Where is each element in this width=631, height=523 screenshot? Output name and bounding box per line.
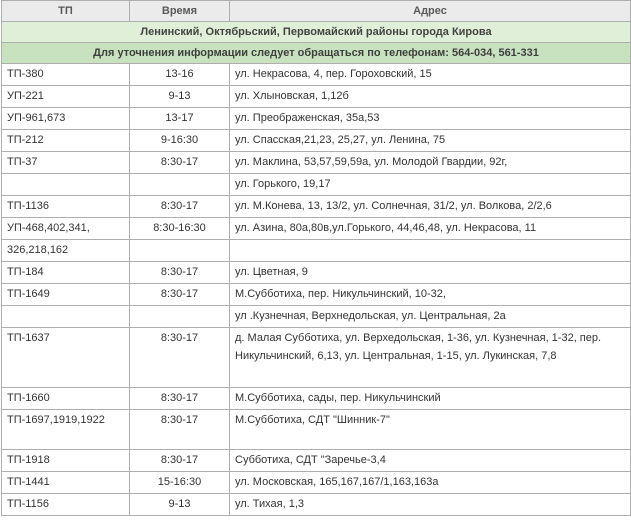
district-title: Ленинский, Октябрьский, Первомайский районы города Кирова [2, 22, 631, 43]
tp-cell: ТП-1660 [2, 388, 130, 410]
table-row [2, 450, 631, 472]
table-row [2, 328, 631, 388]
table-row [2, 388, 631, 410]
time-cell: 8:30-17 [130, 262, 230, 284]
table-row [2, 306, 631, 328]
time-cell: 8:30-17 [130, 196, 230, 218]
tp-cell: ТП-184 [2, 262, 130, 284]
table-row [2, 410, 631, 450]
address-cell: М.Субботиха, СДТ "Шинник-7" [230, 410, 631, 450]
tp-cell [2, 306, 130, 328]
time-cell: 8:30-17 [130, 152, 230, 174]
tp-cell: ТП-380 [2, 64, 130, 86]
address-cell [230, 240, 631, 262]
tp-cell: ТП-1156 [2, 494, 130, 516]
time-cell: 15-16:30 [130, 472, 230, 494]
address-cell: д. Малая Субботиха, ул. Верхедольская, 1-36, ул. Кузнечная, 1-32, пер. Никульчинский, 6,13, ул. Центральная, 1-15, ул. Лукинская, 7,8 [230, 328, 631, 388]
time-cell [130, 240, 230, 262]
header-row [2, 1, 631, 22]
time-cell: 8:30-17 [130, 388, 230, 410]
tp-cell: ТП-1441 [2, 472, 130, 494]
time-column-header: Время [130, 1, 230, 22]
table-row [2, 108, 631, 130]
table-row [2, 174, 631, 196]
time-cell [130, 174, 230, 196]
time-cell: 8:30-17 [130, 328, 230, 388]
address-cell: ул. Хлыновская, 1,12б [230, 86, 631, 108]
tp-cell: ТП-1649 [2, 284, 130, 306]
tp-cell: ТП-37 [2, 152, 130, 174]
district-row [2, 22, 631, 43]
tp-column-header: ТП [2, 1, 130, 22]
address-cell: М.Субботиха, сады, пер. Никульчинский [230, 388, 631, 410]
time-cell: 13-17 [130, 108, 230, 130]
address-column-header: Адрес [230, 1, 631, 22]
table-row [2, 152, 631, 174]
address-cell: ул. Некрасова, 4, пер. Гороховский, 15 [230, 64, 631, 86]
time-cell: 8:30-17 [130, 284, 230, 306]
time-cell: 8:30-17 [130, 450, 230, 472]
table-row [2, 64, 631, 86]
tp-cell: ТП-1637 [2, 328, 130, 388]
address-cell: ул. Спасская,21,23, 25,27, ул. Ленина, 75 [230, 130, 631, 152]
table-row [2, 472, 631, 494]
time-cell: 13-16 [130, 64, 230, 86]
tp-cell: 326,218,162 [2, 240, 130, 262]
time-cell: 9-16:30 [130, 130, 230, 152]
table-row [2, 130, 631, 152]
address-cell: ул. Маклина, 53,57,59,59а, ул. Молодой Гвардии, 92г, [230, 152, 631, 174]
address-cell: ул. М.Конева, 13, 13/2, ул. Солнечная, 31/2, ул. Волкова, 2/2,6 [230, 196, 631, 218]
table-row [2, 240, 631, 262]
table-row [2, 218, 631, 240]
address-cell: ул. Азина, 80а,80в,ул.Горького, 44,46,48, ул. Некрасова, 11 [230, 218, 631, 240]
tp-cell: УП-961,673 [2, 108, 130, 130]
notice-row [2, 43, 631, 64]
address-cell: Субботиха, СДТ "Заречье-3,4 [230, 450, 631, 472]
tp-cell: ТП-1136 [2, 196, 130, 218]
table-row [2, 86, 631, 108]
time-cell: 9-13 [130, 86, 230, 108]
tp-cell: ТП-1697,1919,1922 [2, 410, 130, 450]
address-cell: ул. Московская, 165,167,167/1,163,163а [230, 472, 631, 494]
tp-cell: ТП-212 [2, 130, 130, 152]
outage-schedule-table [1, 0, 631, 516]
address-cell: М.Субботиха, пер. Никульчинский, 10-32, [230, 284, 631, 306]
address-cell: ул. Горького, 19,17 [230, 174, 631, 196]
time-cell: 9-13 [130, 494, 230, 516]
tp-cell: УП-221 [2, 86, 130, 108]
table-row [2, 262, 631, 284]
phone-notice: Для уточнения информации следует обращаться по телефонам: 564-034, 561-331 [2, 43, 631, 64]
time-cell [130, 306, 230, 328]
address-cell: ул. Цветная, 9 [230, 262, 631, 284]
address-cell: ул. Тихая, 1,3 [230, 494, 631, 516]
address-cell: ул. Преображенская, 35а,53 [230, 108, 631, 130]
time-cell: 8:30-17 [130, 410, 230, 450]
table-row [2, 284, 631, 306]
address-cell: ул .Кузнечная, Верхнедольская, ул. Центральная, 2а [230, 306, 631, 328]
time-cell: 8:30-16:30 [130, 218, 230, 240]
tp-cell: ТП-1918 [2, 450, 130, 472]
table-row [2, 196, 631, 218]
tp-cell [2, 174, 130, 196]
table-row [2, 494, 631, 516]
tp-cell: УП-468,402,341, [2, 218, 130, 240]
